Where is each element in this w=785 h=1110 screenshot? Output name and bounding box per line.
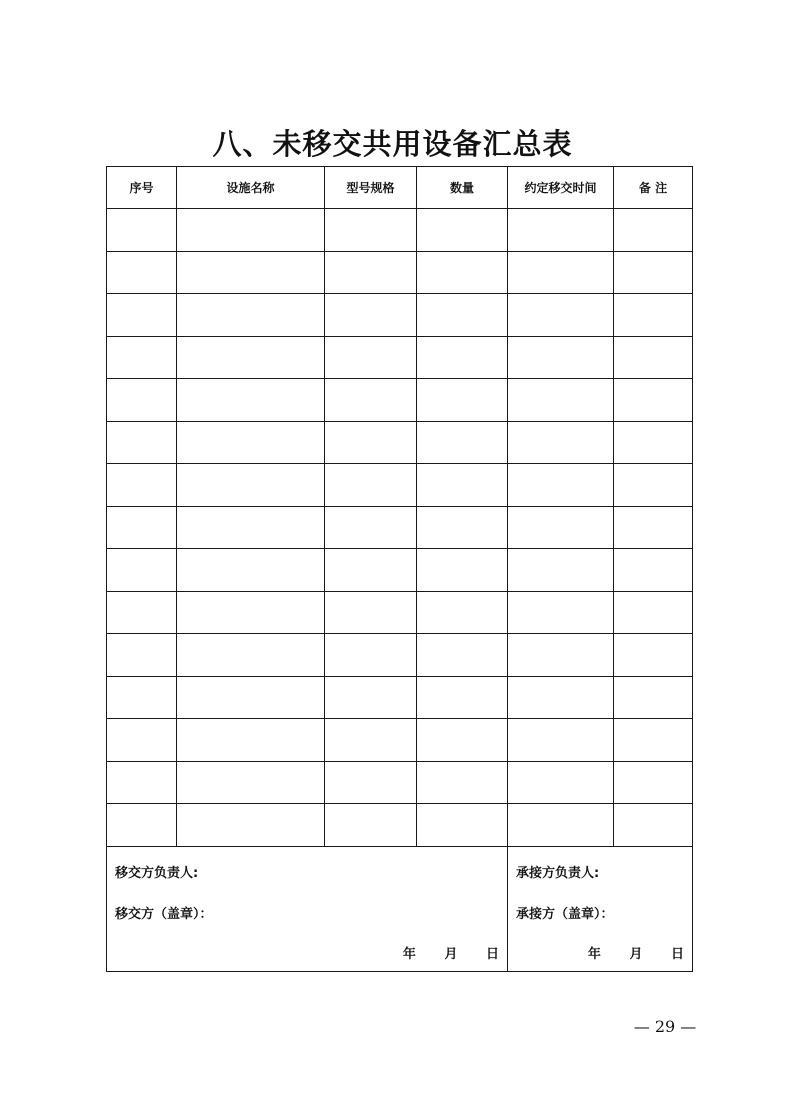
table-cell xyxy=(508,549,614,592)
header-serial-number: 序号 xyxy=(107,167,177,209)
table-row xyxy=(107,761,693,804)
table-cell xyxy=(508,804,614,847)
table-cell xyxy=(107,591,177,634)
table-cell xyxy=(107,464,177,507)
table-cell xyxy=(325,464,417,507)
table-cell xyxy=(107,761,177,804)
transferor-date xyxy=(379,943,499,962)
table-cell xyxy=(107,294,177,337)
table-cell xyxy=(508,379,614,422)
table-cell xyxy=(614,761,693,804)
table-cell xyxy=(417,634,508,677)
table-cell xyxy=(177,336,325,379)
table-cell xyxy=(177,421,325,464)
table-cell xyxy=(177,676,325,719)
transferor-seal-label: 移交方（盖章）： xyxy=(115,906,213,922)
page-number: — 29 — xyxy=(633,1017,697,1036)
transferor-date-month: 月 xyxy=(444,946,458,962)
table-cell xyxy=(177,549,325,592)
table-cell xyxy=(177,379,325,422)
table-cell xyxy=(325,634,417,677)
table-cell xyxy=(508,719,614,762)
table-cell xyxy=(508,294,614,337)
table-cell xyxy=(614,634,693,677)
table-cell xyxy=(325,294,417,337)
table-cell xyxy=(325,804,417,847)
table-cell xyxy=(417,464,508,507)
header-facility-name: 设施名称 xyxy=(177,167,325,209)
table-cell xyxy=(508,591,614,634)
table-cell xyxy=(614,464,693,507)
receiver-signature-block xyxy=(508,846,693,971)
table-cell xyxy=(508,464,614,507)
table-cell xyxy=(508,761,614,804)
header-model-spec: 型号规格 xyxy=(325,167,417,209)
table-cell xyxy=(177,294,325,337)
table-row xyxy=(107,421,693,464)
table-row xyxy=(107,464,693,507)
table-cell xyxy=(614,294,693,337)
table-cell xyxy=(417,804,508,847)
table-row xyxy=(107,634,693,677)
table-cell xyxy=(614,379,693,422)
table-cell xyxy=(107,209,177,252)
table-cell xyxy=(614,506,693,549)
table-cell xyxy=(614,336,693,379)
table-cell xyxy=(614,804,693,847)
table-header-row xyxy=(107,167,693,209)
transferor-responsible-label: 移交方负责人: xyxy=(115,865,199,881)
table-cell xyxy=(508,209,614,252)
table-cell xyxy=(107,676,177,719)
receiver-responsible-label: 承接方负责人: xyxy=(516,865,600,881)
table-cell xyxy=(508,251,614,294)
table-row xyxy=(107,209,693,252)
table-cell xyxy=(325,336,417,379)
table-cell xyxy=(417,761,508,804)
table-cell xyxy=(107,549,177,592)
table-cell xyxy=(614,549,693,592)
table-cell xyxy=(614,209,693,252)
table-cell xyxy=(325,761,417,804)
equipment-summary-table xyxy=(106,166,693,972)
table-cell xyxy=(614,591,693,634)
table-cell xyxy=(417,294,508,337)
receiver-date-month: 月 xyxy=(629,946,643,962)
table-cell xyxy=(417,251,508,294)
table-cell xyxy=(177,804,325,847)
table-cell xyxy=(177,634,325,677)
table-cell xyxy=(417,676,508,719)
table-cell xyxy=(417,336,508,379)
table-cell xyxy=(614,251,693,294)
table-cell xyxy=(325,379,417,422)
table-cell xyxy=(417,549,508,592)
receiver-date xyxy=(564,943,684,962)
table-cell xyxy=(325,421,417,464)
page-title: 八、未移交共用设备汇总表 xyxy=(212,127,573,161)
table-cell xyxy=(325,549,417,592)
table-cell xyxy=(177,251,325,294)
table-cell xyxy=(325,506,417,549)
table-cell xyxy=(107,719,177,762)
receiver-seal-label: 承接方（盖章）： xyxy=(516,906,614,922)
transferor-date-day: 日 xyxy=(485,946,499,962)
table-cell xyxy=(107,506,177,549)
table-cell xyxy=(417,591,508,634)
table-cell xyxy=(508,421,614,464)
table-row xyxy=(107,336,693,379)
table-cell xyxy=(417,379,508,422)
table-cell xyxy=(107,804,177,847)
table-cell xyxy=(508,336,614,379)
table-row xyxy=(107,676,693,719)
transferor-date-year: 年 xyxy=(402,946,416,962)
table-cell xyxy=(325,209,417,252)
header-remarks: 备 注 xyxy=(614,167,693,209)
table-cell xyxy=(614,676,693,719)
table-cell xyxy=(614,421,693,464)
table-cell xyxy=(177,761,325,804)
table-cell xyxy=(325,591,417,634)
signature-row xyxy=(107,846,693,971)
table-cell xyxy=(177,506,325,549)
table-row xyxy=(107,506,693,549)
table-row xyxy=(107,591,693,634)
header-agreed-transfer-time: 约定移交时间 xyxy=(508,167,614,209)
table-cell xyxy=(107,379,177,422)
table-cell xyxy=(508,676,614,719)
header-quantity: 数量 xyxy=(417,167,508,209)
table-cell xyxy=(177,591,325,634)
table-body xyxy=(107,209,693,847)
table-cell xyxy=(177,464,325,507)
table-row xyxy=(107,804,693,847)
receiver-date-day: 日 xyxy=(670,946,684,962)
table-cell xyxy=(417,719,508,762)
table-cell xyxy=(107,336,177,379)
table-cell xyxy=(325,676,417,719)
table-cell xyxy=(177,209,325,252)
table-cell xyxy=(417,421,508,464)
table-cell xyxy=(508,634,614,677)
table-row xyxy=(107,379,693,422)
table-row xyxy=(107,294,693,337)
table-cell xyxy=(107,421,177,464)
receiver-date-year: 年 xyxy=(587,946,601,962)
table-cell xyxy=(614,719,693,762)
table-cell xyxy=(107,251,177,294)
table-cell xyxy=(325,251,417,294)
table-cell xyxy=(177,719,325,762)
transferor-signature-block xyxy=(107,846,508,971)
table-row xyxy=(107,719,693,762)
table-row xyxy=(107,251,693,294)
table-cell xyxy=(417,209,508,252)
table-cell xyxy=(417,506,508,549)
table-row xyxy=(107,549,693,592)
table-cell xyxy=(325,719,417,762)
table-cell xyxy=(107,634,177,677)
table-cell xyxy=(508,506,614,549)
